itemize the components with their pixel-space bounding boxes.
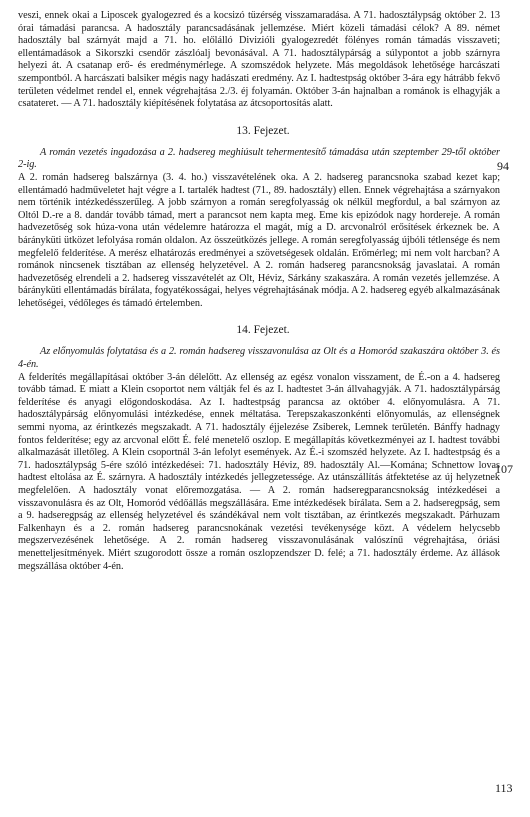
- intro-page-number: 94: [497, 159, 509, 173]
- chapter-14-page-number: 113: [495, 781, 513, 795]
- chapter-14-title: 14. Fejezet.: [236, 324, 290, 337]
- chapter-14-body: A felderítés megállapításai október 3-án délelőtt. Az ellenség az egész vonalon visszament, de É.-on a 4. hadsereg tovább támad. E miatt a Klein csoportot nem váltják fel és az I. hadtestet 3-án állvahagyják. A 71. hadosztálypárság felderítése és anyagi előgondoskodása. Az I. hadtestpság parancsa az október 4. előnyomulásra. A 71. hadosztálypárság előnyomulási intézkedése, ennek méltatása. Terepszakaszonkénti előnyomulás, az ellenségnek semmi nyoma, az érintkezés megszakadt. A 71. hadosztály éjjelezése Zsiberek, Lemnek területén. Bánffy hadnagy fontos felderítése; egy az arcvonal előtt É. felé menetelő oszlop. E megállapítás következményei az I. hadtest további alkalmazását illetőleg. A Klein csoportnál 3-án lefolyt események. Az É.-i szomszéd helyzete. Az I. hadtestpság és a 71. hadosztálypság 5-ére szóló intézkedései: 71. hadosztály Héviz, 89. hadosztály Al.—Komána; Schnettow lovas hadtest eltolása az É. szárnyra. A hadosztály intézkedés jellegzetessége. Az utánszállítás átfektetése az új helyzetnek megfelelően. A hadosztály vonat előremozgatása. — A 2. román hadseregparancsnokság intézkedései a visszavonulásra és az Olt, Homoród védőállás megszállására. Eme intézkedések bírálata. Sem a 2. hadseregpság, sem a 9. hadseregpság az ellenség helyzetével és szándékával nem volt tisztában, az érintkezés megszakadt. Párhuzam Falkenhayn és a 2. román hadsereg parancsnokának vezetési tevékenysége közt. A védelem helycsebb megszervezésének lehetősége. A 2. román hadsereg visszavonulásának valószínű végrehajtása, óriási menetteljesítmények. Miért szugorodott össze a román oszlopzendszer D. felé; a 71. hadosztály érdeme. Az állások megszállása október 4-én.: [18, 371, 500, 572]
- document-page: [18, 10, 513, 795]
- chapter-13-body: A 2. román hadsereg balszárnya (3. 4. ho.) visszavételének oka. A 2. hadsereg parancsnoka szabad kezet kap; ellentámadó hadműveletet hajt végre a I. tartalék hadtest (71., 89. hadosztály) ellen. Ennek végrehajtása a szárnyakon nem történik intézkedésszerűleg. A jobb szárnyon a román seregfolyasság ok nélkül megfordul, a bal szárnyon az Oltól D.-re a 8. dandár tovább támad, mert a parancsot nem kapta meg. Eme kis epizódok nagy horderejе. A román hadvezetőség sok húza-vona után védelemre határozza el magát, míg a D. arcvonalról erősítések érkeznek be. A bárányküti ütközet lefolyása román oldalon. Az összeütközés jellege. A román seregfolyasság újbóli tétlensége és nem megfelelő felderítése. A merész elhatározás eredményei a szövetségesek oldalán. Erőmérleg; mi nem volt harcban? A románok nincsenek tisztában az ellenség helyzetével. A 2. román hadsereg parancsnokság javaslatai. A román hadvezetőség elrendeli a 2. hadsereg visszavételét az Olt, Héviz, Sárkány szakaszára. A román vezetés jellemzése. A bárányküti ellentámadás bírálata, fogyatékosságai, helyes végrehajtásának módja. A 2. hadsereg egyéb alkalmazásának lehetőségei, védőleges és támadó értelemben.: [18, 171, 500, 309]
- chapter-14-subtitle: Az előnyomulás folytatása és a 2. román hadsereg visszavonulása az Olt és a Homoród szakaszára október 3. és 4-én.: [18, 346, 500, 371]
- chapter-13-page-number: 107: [495, 462, 513, 476]
- chapter-13-title: 13. Fejezet.: [236, 124, 290, 137]
- intro-paragraph: veszi, ennek okai a Liposcek gyalogezred és a kocsizó tüzérség visszamaradása. A 71. hadosztálypság október 2. 13 órai támadási parancsa. A hadosztály parancsadásának jellemzése. Miért közeli támadási célok? A 89. német hadosztály bal szárnyát majd a 71. ho. előlálló Divizióli gyalogezredét fölényes román támadás visszaveti; ellentámadások a Sikorszki csendőr zászlóalj bevonásával. A 71. hadosztálypárság a súlypontot a jobb szárnyra helyezi át. A csatanap erő- és eredménymérlege. A szomszédok helyzete. Más megoldások lehetősége harcászati szempontból. A harcászati balsiker mégis nagy hadászati eredmény. Az I. hadtestpság október 3-ára egy hátrább fekvő területen védelmet rendel el, ennek végrehajtása 2./3. éj folyamán. Október 3-án hajnalban a románok is elhagyják a csatateret. — A 71. hadosztály kiépítésének folytatása az átcsoportosítás alatt.: [18, 10, 500, 110]
- chapter-13-subtitle: A román vezetés ingadozása a 2. hadsereg meghiúsult tehermentesítő támadása után szeptember 29-től október 2-ig.: [18, 146, 500, 171]
